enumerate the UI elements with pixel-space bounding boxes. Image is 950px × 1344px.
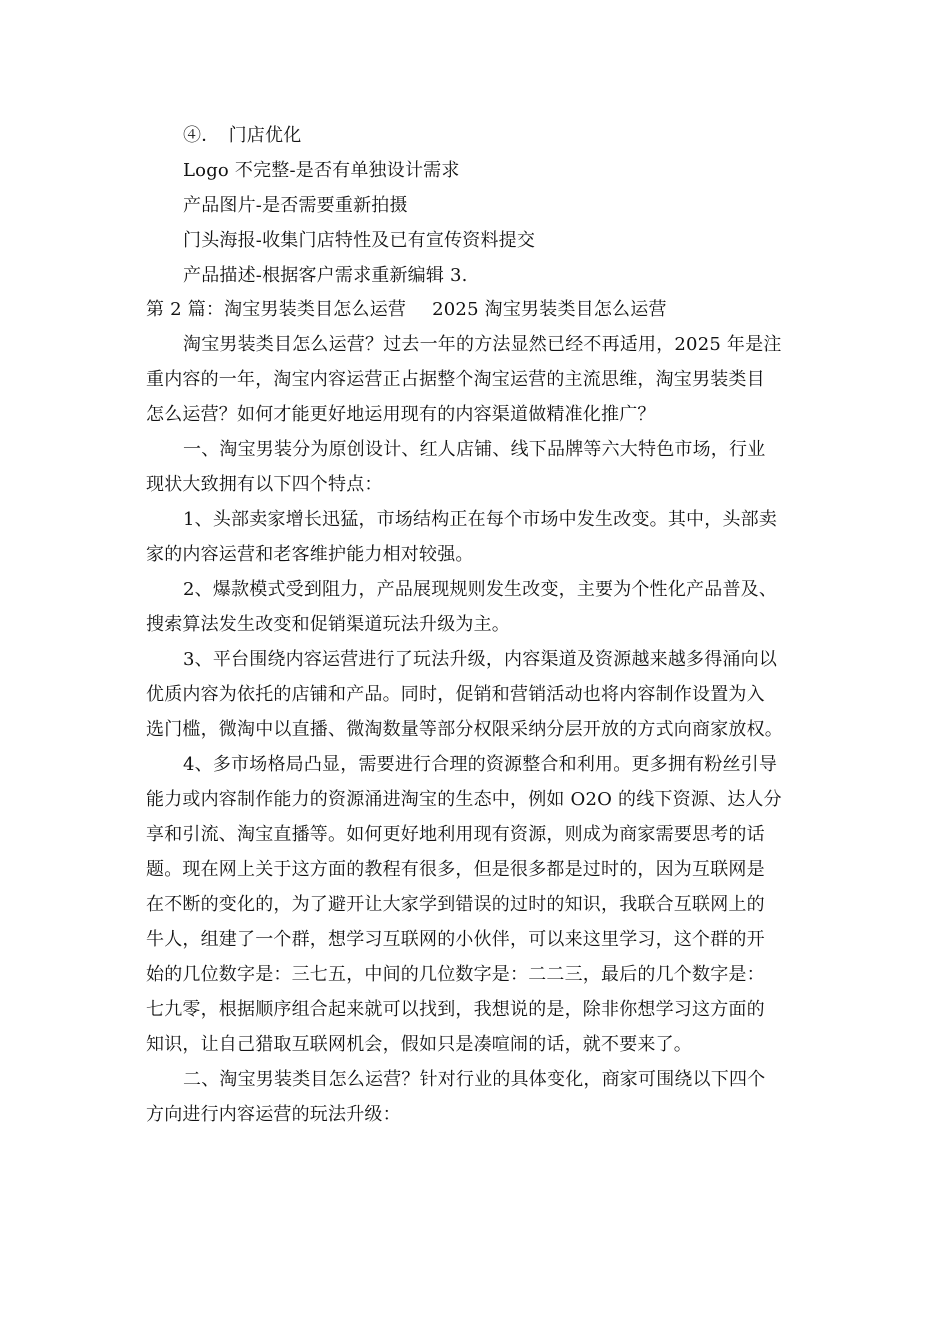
chapter-title-left: 第 2 篇：淘宝男装类目怎么运营	[146, 299, 407, 320]
body-line: 选门槛，微淘中以直播、微淘数量等部分权限采纳分层开放的方式向商家放权。	[146, 719, 783, 740]
item4-heading: ④． 门店优化	[183, 125, 302, 146]
body-line: 4、多市场格局凸显，需要进行合理的资源整合和利用。更多拥有粉丝引导	[183, 754, 778, 775]
body-line: 方向进行内容运营的玩法升级：	[146, 1104, 401, 1125]
body-line: 3、平台围绕内容运营进行了玩法升级，内容渠道及资源越来越多得涌向以	[183, 649, 778, 670]
body-line: 家的内容运营和老客维护能力相对较强。	[146, 544, 474, 565]
body-line: 二、淘宝男装类目怎么运营？针对行业的具体变化，商家可围绕以下四个	[183, 1069, 766, 1090]
body-line: 一、淘宝男装分为原创设计、红人店铺、线下品牌等六大特色市场，行业	[183, 439, 766, 460]
body-line: 享和引流、淘宝直播等。如何更好地利用现有资源，则成为商家需要思考的话	[146, 824, 765, 845]
body-line: 题。现在网上关于这方面的教程有很多，但是很多都是过时的，因为互联网是	[146, 859, 765, 880]
body-line: 知识，让自己猎取互联网机会，假如只是凑喧闹的话，就不要来了。	[146, 1034, 692, 1055]
desc-line: 产品描述-根据客户需求重新编辑 3.	[183, 265, 468, 286]
body-line: 现状大致拥有以下四个特点：	[146, 474, 383, 495]
body-line: 1、头部卖家增长迅猛，市场结构正在每个市场中发生改变。其中，头部卖	[183, 509, 778, 530]
chapter-title-right: 2025 淘宝男装类目怎么运营	[432, 299, 667, 320]
body-line: 七九零，根据顺序组合起来就可以找到，我想说的是，除非你想学习这方面的	[146, 999, 765, 1020]
body-line: 优质内容为依托的店铺和产品。同时，促销和营销活动也将内容制作设置为入	[146, 684, 765, 705]
body-line: 淘宝男装类目怎么运营？过去一年的方法显然已经不再适用，2025 年是注	[183, 334, 782, 355]
body-line: 牛人，组建了一个群，想学习互联网的小伙伴，可以来这里学习，这个群的开	[146, 929, 765, 950]
poster-line: 门头海报-收集门店特性及已有宣传资料提交	[183, 230, 536, 251]
body-line: 在不断的变化的，为了避开让大家学到错误的过时的知识，我联合互联网上的	[146, 894, 765, 915]
body-line: 搜索算法发生改变和促销渠道玩法升级为主。	[146, 614, 510, 635]
logo-line: Logo 不完整-是否有单独设计需求	[183, 160, 460, 181]
body-line: 怎么运营？如何才能更好地运用现有的内容渠道做精准化推广？	[146, 404, 656, 425]
body-line: 重内容的一年，淘宝内容运营正占据整个淘宝运营的主流思维，淘宝男装类目	[146, 369, 765, 390]
photo-line: 产品图片-是否需要重新拍摄	[183, 195, 408, 216]
chapter-title	[146, 299, 667, 321]
body-line: 能力或内容制作能力的资源涌进淘宝的生态中，例如 O2O 的线下资源、达人分	[146, 789, 782, 810]
body-line: 2、爆款模式受到阻力，产品展现规则发生改变，主要为个性化产品普及、	[183, 579, 778, 600]
body-line: 始的几位数字是：三七五，中间的几位数字是：二二三，最后的几个数字是：	[146, 964, 765, 985]
